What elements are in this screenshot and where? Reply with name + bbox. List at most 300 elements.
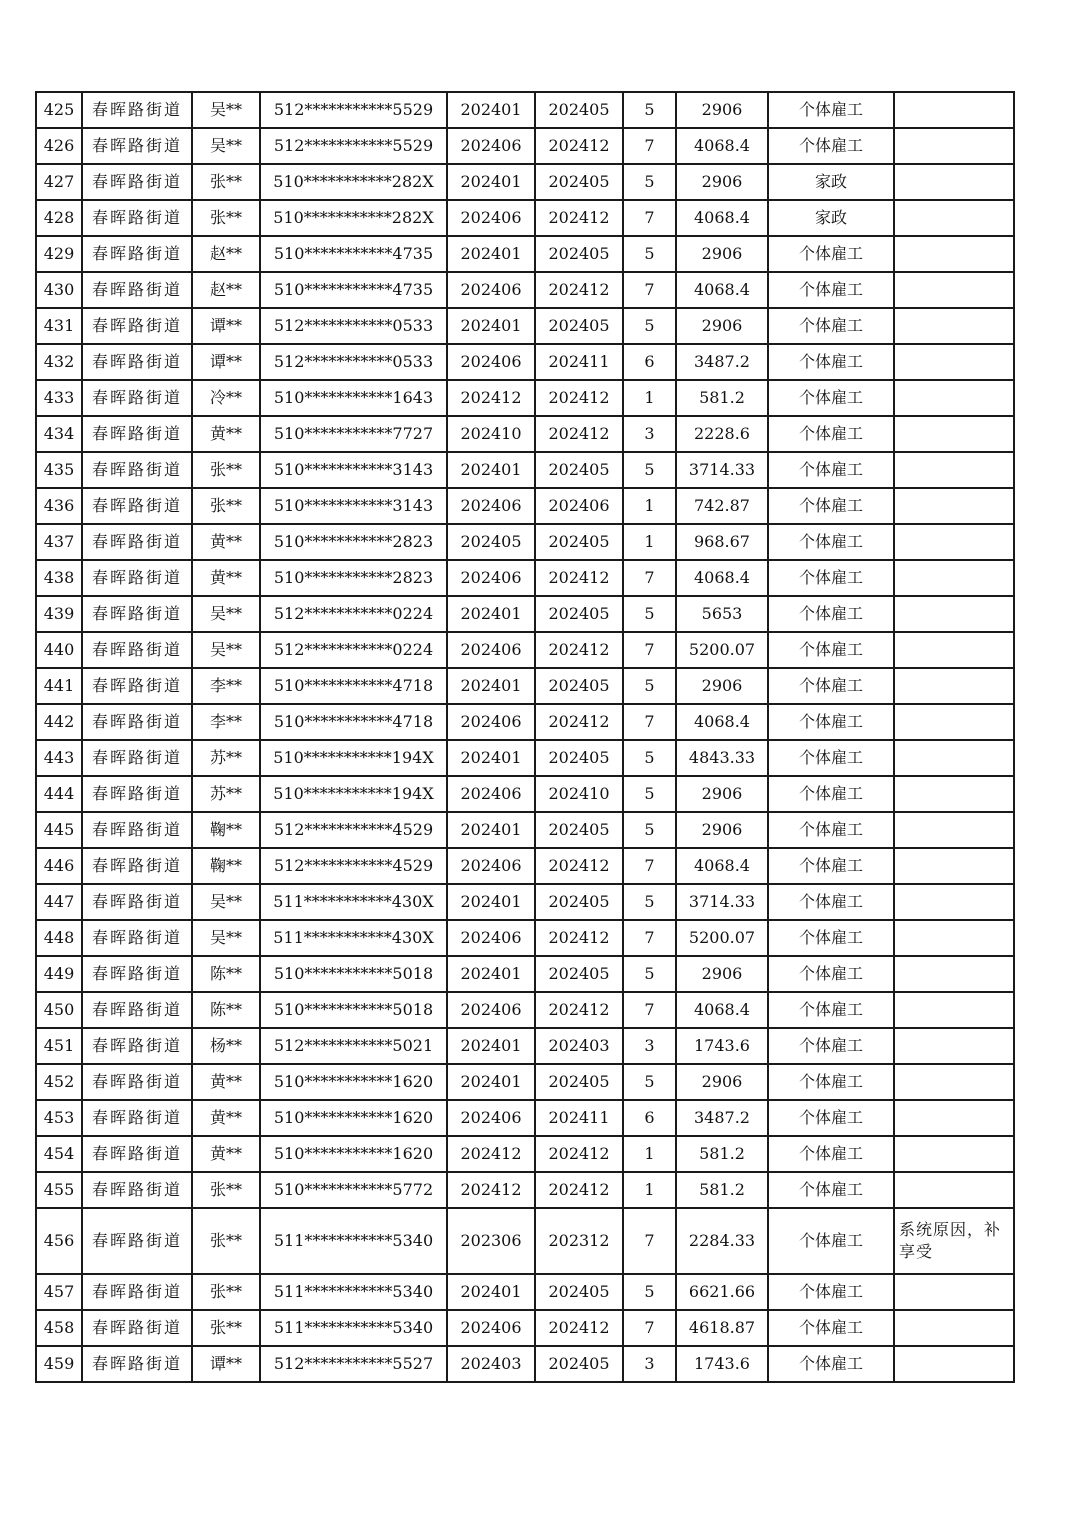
name-cell: 赵** <box>192 236 260 272</box>
start-month-cell: 202406 <box>447 200 535 236</box>
months-count-cell: 5 <box>623 1274 676 1310</box>
amount-cell: 581.2 <box>676 380 768 416</box>
end-month-cell: 202406 <box>535 488 623 524</box>
amount-cell: 5653 <box>676 596 768 632</box>
name-cell: 黄** <box>192 560 260 596</box>
start-month-cell: 202401 <box>447 956 535 992</box>
employment-type-cell: 个体雇工 <box>768 1172 894 1208</box>
months-count-cell: 7 <box>623 920 676 956</box>
table-row <box>36 1064 1014 1100</box>
street-cell: 春晖路街道 <box>82 596 192 632</box>
end-month-cell: 202412 <box>535 128 623 164</box>
table-row <box>36 488 1014 524</box>
table-row <box>36 452 1014 488</box>
table-row <box>36 272 1014 308</box>
table-row <box>36 1172 1014 1208</box>
months-count-cell: 3 <box>623 1028 676 1064</box>
note-cell <box>894 884 1014 920</box>
note-cell <box>894 164 1014 200</box>
street-cell: 春晖路街道 <box>82 128 192 164</box>
id-number-cell: 512***********0224 <box>260 632 447 668</box>
end-month-cell: 202405 <box>535 668 623 704</box>
months-count-cell: 5 <box>623 596 676 632</box>
id-number-cell: 510***********7727 <box>260 416 447 452</box>
start-month-cell: 202401 <box>447 1028 535 1064</box>
start-month-cell: 202401 <box>447 92 535 128</box>
end-month-cell: 202412 <box>535 992 623 1028</box>
street-cell: 春晖路街道 <box>82 1136 192 1172</box>
street-cell: 春晖路街道 <box>82 1172 192 1208</box>
note-cell <box>894 1100 1014 1136</box>
row-number-cell: 433 <box>36 380 82 416</box>
street-cell: 春晖路街道 <box>82 956 192 992</box>
id-number-cell: 510***********2823 <box>260 560 447 596</box>
amount-cell: 2906 <box>676 812 768 848</box>
street-cell: 春晖路街道 <box>82 1310 192 1346</box>
table-row <box>36 1028 1014 1064</box>
id-number-cell: 512***********5021 <box>260 1028 447 1064</box>
row-number-cell: 451 <box>36 1028 82 1064</box>
amount-cell: 2228.6 <box>676 416 768 452</box>
months-count-cell: 7 <box>623 992 676 1028</box>
id-number-cell: 510***********5772 <box>260 1172 447 1208</box>
id-number-cell: 512***********4529 <box>260 812 447 848</box>
name-cell: 吴** <box>192 128 260 164</box>
note-cell <box>894 704 1014 740</box>
months-count-cell: 5 <box>623 884 676 920</box>
months-count-cell: 7 <box>623 1310 676 1346</box>
months-count-cell: 7 <box>623 128 676 164</box>
name-cell: 冷** <box>192 380 260 416</box>
row-number-cell: 429 <box>36 236 82 272</box>
table-row <box>36 560 1014 596</box>
employment-type-cell: 个体雇工 <box>768 884 894 920</box>
employment-type-cell: 个体雇工 <box>768 524 894 560</box>
id-number-cell: 511***********430X <box>260 884 447 920</box>
street-cell: 春晖路街道 <box>82 164 192 200</box>
note-cell <box>894 452 1014 488</box>
employment-type-cell: 个体雇工 <box>768 1136 894 1172</box>
note-cell <box>894 1064 1014 1100</box>
id-number-cell: 512***********0533 <box>260 344 447 380</box>
employment-type-cell: 个体雇工 <box>768 704 894 740</box>
id-number-cell: 510***********282X <box>260 200 447 236</box>
end-month-cell: 202405 <box>535 740 623 776</box>
months-count-cell: 1 <box>623 1136 676 1172</box>
name-cell: 黄** <box>192 1064 260 1100</box>
row-number-cell: 448 <box>36 920 82 956</box>
amount-cell: 2906 <box>676 668 768 704</box>
row-number-cell: 445 <box>36 812 82 848</box>
name-cell: 鞠** <box>192 848 260 884</box>
start-month-cell: 202412 <box>447 380 535 416</box>
months-count-cell: 5 <box>623 740 676 776</box>
data-table <box>35 91 1015 1383</box>
table-row <box>36 236 1014 272</box>
amount-cell: 5200.07 <box>676 632 768 668</box>
start-month-cell: 202406 <box>447 704 535 740</box>
end-month-cell: 202405 <box>535 1346 623 1382</box>
employment-type-cell: 个体雇工 <box>768 848 894 884</box>
amount-cell: 1743.6 <box>676 1346 768 1382</box>
end-month-cell: 202412 <box>535 632 623 668</box>
id-number-cell: 512***********5529 <box>260 128 447 164</box>
amount-cell: 3714.33 <box>676 452 768 488</box>
table-row <box>36 92 1014 128</box>
start-month-cell: 202405 <box>447 524 535 560</box>
note-cell <box>894 992 1014 1028</box>
id-number-cell: 511***********5340 <box>260 1274 447 1310</box>
months-count-cell: 3 <box>623 1346 676 1382</box>
id-number-cell: 512***********5529 <box>260 92 447 128</box>
amount-cell: 4843.33 <box>676 740 768 776</box>
employment-type-cell: 个体雇工 <box>768 1064 894 1100</box>
id-number-cell: 510***********194X <box>260 740 447 776</box>
end-month-cell: 202405 <box>535 236 623 272</box>
employment-type-cell: 家政 <box>768 164 894 200</box>
note-cell <box>894 236 1014 272</box>
end-month-cell: 202412 <box>535 380 623 416</box>
name-cell: 黄** <box>192 416 260 452</box>
id-number-cell: 510***********1643 <box>260 380 447 416</box>
months-count-cell: 5 <box>623 164 676 200</box>
name-cell: 黄** <box>192 524 260 560</box>
months-count-cell: 7 <box>623 1208 676 1274</box>
end-month-cell: 202412 <box>535 416 623 452</box>
row-number-cell: 454 <box>36 1136 82 1172</box>
note-cell <box>894 1172 1014 1208</box>
months-count-cell: 7 <box>623 272 676 308</box>
table-row <box>36 1136 1014 1172</box>
row-number-cell: 440 <box>36 632 82 668</box>
row-number-cell: 435 <box>36 452 82 488</box>
name-cell: 苏** <box>192 776 260 812</box>
name-cell: 张** <box>192 164 260 200</box>
end-month-cell: 202312 <box>535 1208 623 1274</box>
end-month-cell: 202412 <box>535 704 623 740</box>
amount-cell: 2906 <box>676 236 768 272</box>
end-month-cell: 202405 <box>535 92 623 128</box>
amount-cell: 4068.4 <box>676 128 768 164</box>
end-month-cell: 202405 <box>535 956 623 992</box>
row-number-cell: 449 <box>36 956 82 992</box>
note-cell <box>894 740 1014 776</box>
table-row <box>36 1310 1014 1346</box>
start-month-cell: 202401 <box>447 1274 535 1310</box>
street-cell: 春晖路街道 <box>82 524 192 560</box>
table-row <box>36 848 1014 884</box>
row-number-cell: 450 <box>36 992 82 1028</box>
name-cell: 张** <box>192 200 260 236</box>
row-number-cell: 459 <box>36 1346 82 1382</box>
street-cell: 春晖路街道 <box>82 272 192 308</box>
table-row <box>36 200 1014 236</box>
amount-cell: 4068.4 <box>676 848 768 884</box>
note-cell <box>894 1274 1014 1310</box>
end-month-cell: 202405 <box>535 1064 623 1100</box>
end-month-cell: 202405 <box>535 308 623 344</box>
amount-cell: 4618.87 <box>676 1310 768 1346</box>
note-cell: 系统原因，补享受 <box>894 1208 1014 1274</box>
start-month-cell: 202401 <box>447 1064 535 1100</box>
row-number-cell: 457 <box>36 1274 82 1310</box>
table-row <box>36 416 1014 452</box>
street-cell: 春晖路街道 <box>82 740 192 776</box>
name-cell: 黄** <box>192 1136 260 1172</box>
row-number-cell: 428 <box>36 200 82 236</box>
end-month-cell: 202411 <box>535 1100 623 1136</box>
street-cell: 春晖路街道 <box>82 236 192 272</box>
months-count-cell: 1 <box>623 1172 676 1208</box>
id-number-cell: 510***********3143 <box>260 488 447 524</box>
street-cell: 春晖路街道 <box>82 920 192 956</box>
amount-cell: 4068.4 <box>676 704 768 740</box>
employment-type-cell: 个体雇工 <box>768 668 894 704</box>
note-cell <box>894 560 1014 596</box>
name-cell: 张** <box>192 1274 260 1310</box>
start-month-cell: 202412 <box>447 1172 535 1208</box>
row-number-cell: 438 <box>36 560 82 596</box>
id-number-cell: 512***********5527 <box>260 1346 447 1382</box>
end-month-cell: 202411 <box>535 344 623 380</box>
name-cell: 吴** <box>192 596 260 632</box>
start-month-cell: 202410 <box>447 416 535 452</box>
end-month-cell: 202412 <box>535 560 623 596</box>
start-month-cell: 202406 <box>447 848 535 884</box>
street-cell: 春晖路街道 <box>82 1208 192 1274</box>
id-number-cell: 510***********1620 <box>260 1100 447 1136</box>
note-cell <box>894 1346 1014 1382</box>
months-count-cell: 5 <box>623 956 676 992</box>
employment-type-cell: 个体雇工 <box>768 236 894 272</box>
start-month-cell: 202406 <box>447 992 535 1028</box>
amount-cell: 1743.6 <box>676 1028 768 1064</box>
end-month-cell: 202405 <box>535 524 623 560</box>
employment-type-cell: 个体雇工 <box>768 272 894 308</box>
note-cell <box>894 92 1014 128</box>
start-month-cell: 202401 <box>447 164 535 200</box>
end-month-cell: 202403 <box>535 1028 623 1064</box>
end-month-cell: 202412 <box>535 848 623 884</box>
amount-cell: 4068.4 <box>676 200 768 236</box>
months-count-cell: 5 <box>623 812 676 848</box>
start-month-cell: 202401 <box>447 236 535 272</box>
amount-cell: 968.67 <box>676 524 768 560</box>
id-number-cell: 512***********0224 <box>260 596 447 632</box>
employment-type-cell: 个体雇工 <box>768 632 894 668</box>
name-cell: 李** <box>192 668 260 704</box>
months-count-cell: 7 <box>623 632 676 668</box>
start-month-cell: 202406 <box>447 1310 535 1346</box>
employment-type-cell: 个体雇工 <box>768 1028 894 1064</box>
start-month-cell: 202406 <box>447 632 535 668</box>
row-number-cell: 455 <box>36 1172 82 1208</box>
row-number-cell: 439 <box>36 596 82 632</box>
end-month-cell: 202410 <box>535 776 623 812</box>
row-number-cell: 444 <box>36 776 82 812</box>
row-number-cell: 434 <box>36 416 82 452</box>
name-cell: 张** <box>192 452 260 488</box>
start-month-cell: 202403 <box>447 1346 535 1382</box>
id-number-cell: 510***********5018 <box>260 992 447 1028</box>
table-row <box>36 128 1014 164</box>
employment-type-cell: 个体雇工 <box>768 812 894 848</box>
months-count-cell: 7 <box>623 704 676 740</box>
employment-type-cell: 个体雇工 <box>768 488 894 524</box>
months-count-cell: 5 <box>623 236 676 272</box>
table-row <box>36 668 1014 704</box>
street-cell: 春晖路街道 <box>82 668 192 704</box>
table-row <box>36 164 1014 200</box>
id-number-cell: 511***********430X <box>260 920 447 956</box>
note-cell <box>894 776 1014 812</box>
note-cell <box>894 380 1014 416</box>
end-month-cell: 202412 <box>535 272 623 308</box>
end-month-cell: 202405 <box>535 452 623 488</box>
employment-type-cell: 个体雇工 <box>768 452 894 488</box>
street-cell: 春晖路街道 <box>82 380 192 416</box>
table-row <box>36 308 1014 344</box>
note-cell <box>894 1028 1014 1064</box>
name-cell: 谭** <box>192 1346 260 1382</box>
employment-type-cell: 个体雇工 <box>768 1274 894 1310</box>
name-cell: 黄** <box>192 1100 260 1136</box>
name-cell: 吴** <box>192 920 260 956</box>
months-count-cell: 5 <box>623 308 676 344</box>
months-count-cell: 5 <box>623 776 676 812</box>
id-number-cell: 511***********5340 <box>260 1208 447 1274</box>
start-month-cell: 202401 <box>447 308 535 344</box>
table-row <box>36 956 1014 992</box>
months-count-cell: 7 <box>623 560 676 596</box>
id-number-cell: 510***********4718 <box>260 668 447 704</box>
id-number-cell: 510***********2823 <box>260 524 447 560</box>
table-row <box>36 920 1014 956</box>
months-count-cell: 6 <box>623 344 676 380</box>
start-month-cell: 202406 <box>447 272 535 308</box>
employment-type-cell: 个体雇工 <box>768 596 894 632</box>
id-number-cell: 510***********5018 <box>260 956 447 992</box>
name-cell: 陈** <box>192 992 260 1028</box>
end-month-cell: 202405 <box>535 164 623 200</box>
months-count-cell: 7 <box>623 200 676 236</box>
name-cell: 谭** <box>192 308 260 344</box>
amount-cell: 581.2 <box>676 1172 768 1208</box>
employment-type-cell: 个体雇工 <box>768 776 894 812</box>
employment-type-cell: 个体雇工 <box>768 92 894 128</box>
name-cell: 吴** <box>192 92 260 128</box>
start-month-cell: 202306 <box>447 1208 535 1274</box>
start-month-cell: 202406 <box>447 776 535 812</box>
months-count-cell: 1 <box>623 488 676 524</box>
street-cell: 春晖路街道 <box>82 1100 192 1136</box>
street-cell: 春晖路街道 <box>82 1028 192 1064</box>
street-cell: 春晖路街道 <box>82 488 192 524</box>
employment-type-cell: 个体雇工 <box>768 1310 894 1346</box>
amount-cell: 742.87 <box>676 488 768 524</box>
street-cell: 春晖路街道 <box>82 416 192 452</box>
end-month-cell: 202412 <box>535 1136 623 1172</box>
id-number-cell: 510***********3143 <box>260 452 447 488</box>
note-cell <box>894 488 1014 524</box>
name-cell: 苏** <box>192 740 260 776</box>
start-month-cell: 202401 <box>447 668 535 704</box>
note-cell <box>894 1310 1014 1346</box>
id-number-cell: 510***********4735 <box>260 272 447 308</box>
street-cell: 春晖路街道 <box>82 848 192 884</box>
name-cell: 鞠** <box>192 812 260 848</box>
months-count-cell: 1 <box>623 524 676 560</box>
employment-type-cell: 个体雇工 <box>768 920 894 956</box>
note-cell <box>894 128 1014 164</box>
note-cell <box>894 200 1014 236</box>
end-month-cell: 202405 <box>535 1274 623 1310</box>
name-cell: 张** <box>192 1310 260 1346</box>
name-cell: 张** <box>192 1172 260 1208</box>
note-cell <box>894 920 1014 956</box>
table-row <box>36 344 1014 380</box>
end-month-cell: 202412 <box>535 920 623 956</box>
note-cell <box>894 344 1014 380</box>
months-count-cell: 5 <box>623 1064 676 1100</box>
amount-cell: 6621.66 <box>676 1274 768 1310</box>
start-month-cell: 202401 <box>447 812 535 848</box>
street-cell: 春晖路街道 <box>82 560 192 596</box>
name-cell: 吴** <box>192 632 260 668</box>
table-row <box>36 380 1014 416</box>
table-row <box>36 884 1014 920</box>
months-count-cell: 5 <box>623 92 676 128</box>
note-cell <box>894 524 1014 560</box>
id-number-cell: 512***********4529 <box>260 848 447 884</box>
amount-cell: 2906 <box>676 164 768 200</box>
employment-type-cell: 家政 <box>768 200 894 236</box>
employment-type-cell: 个体雇工 <box>768 416 894 452</box>
table-row <box>36 596 1014 632</box>
months-count-cell: 3 <box>623 416 676 452</box>
row-number-cell: 437 <box>36 524 82 560</box>
employment-type-cell: 个体雇工 <box>768 344 894 380</box>
months-count-cell: 5 <box>623 668 676 704</box>
table-row <box>36 740 1014 776</box>
end-month-cell: 202412 <box>535 1310 623 1346</box>
note-cell <box>894 1136 1014 1172</box>
end-month-cell: 202405 <box>535 884 623 920</box>
street-cell: 春晖路街道 <box>82 200 192 236</box>
row-number-cell: 458 <box>36 1310 82 1346</box>
row-number-cell: 446 <box>36 848 82 884</box>
start-month-cell: 202401 <box>447 452 535 488</box>
employment-type-cell: 个体雇工 <box>768 308 894 344</box>
start-month-cell: 202412 <box>447 1136 535 1172</box>
row-number-cell: 427 <box>36 164 82 200</box>
start-month-cell: 202406 <box>447 344 535 380</box>
note-cell <box>894 416 1014 452</box>
start-month-cell: 202406 <box>447 1100 535 1136</box>
amount-cell: 3487.2 <box>676 1100 768 1136</box>
street-cell: 春晖路街道 <box>82 452 192 488</box>
street-cell: 春晖路街道 <box>82 308 192 344</box>
id-number-cell: 510***********1620 <box>260 1136 447 1172</box>
name-cell: 谭** <box>192 344 260 380</box>
row-number-cell: 425 <box>36 92 82 128</box>
amount-cell: 4068.4 <box>676 272 768 308</box>
note-cell <box>894 956 1014 992</box>
id-number-cell: 510***********4718 <box>260 704 447 740</box>
table-row <box>36 1274 1014 1310</box>
note-cell <box>894 632 1014 668</box>
id-number-cell: 512***********0533 <box>260 308 447 344</box>
